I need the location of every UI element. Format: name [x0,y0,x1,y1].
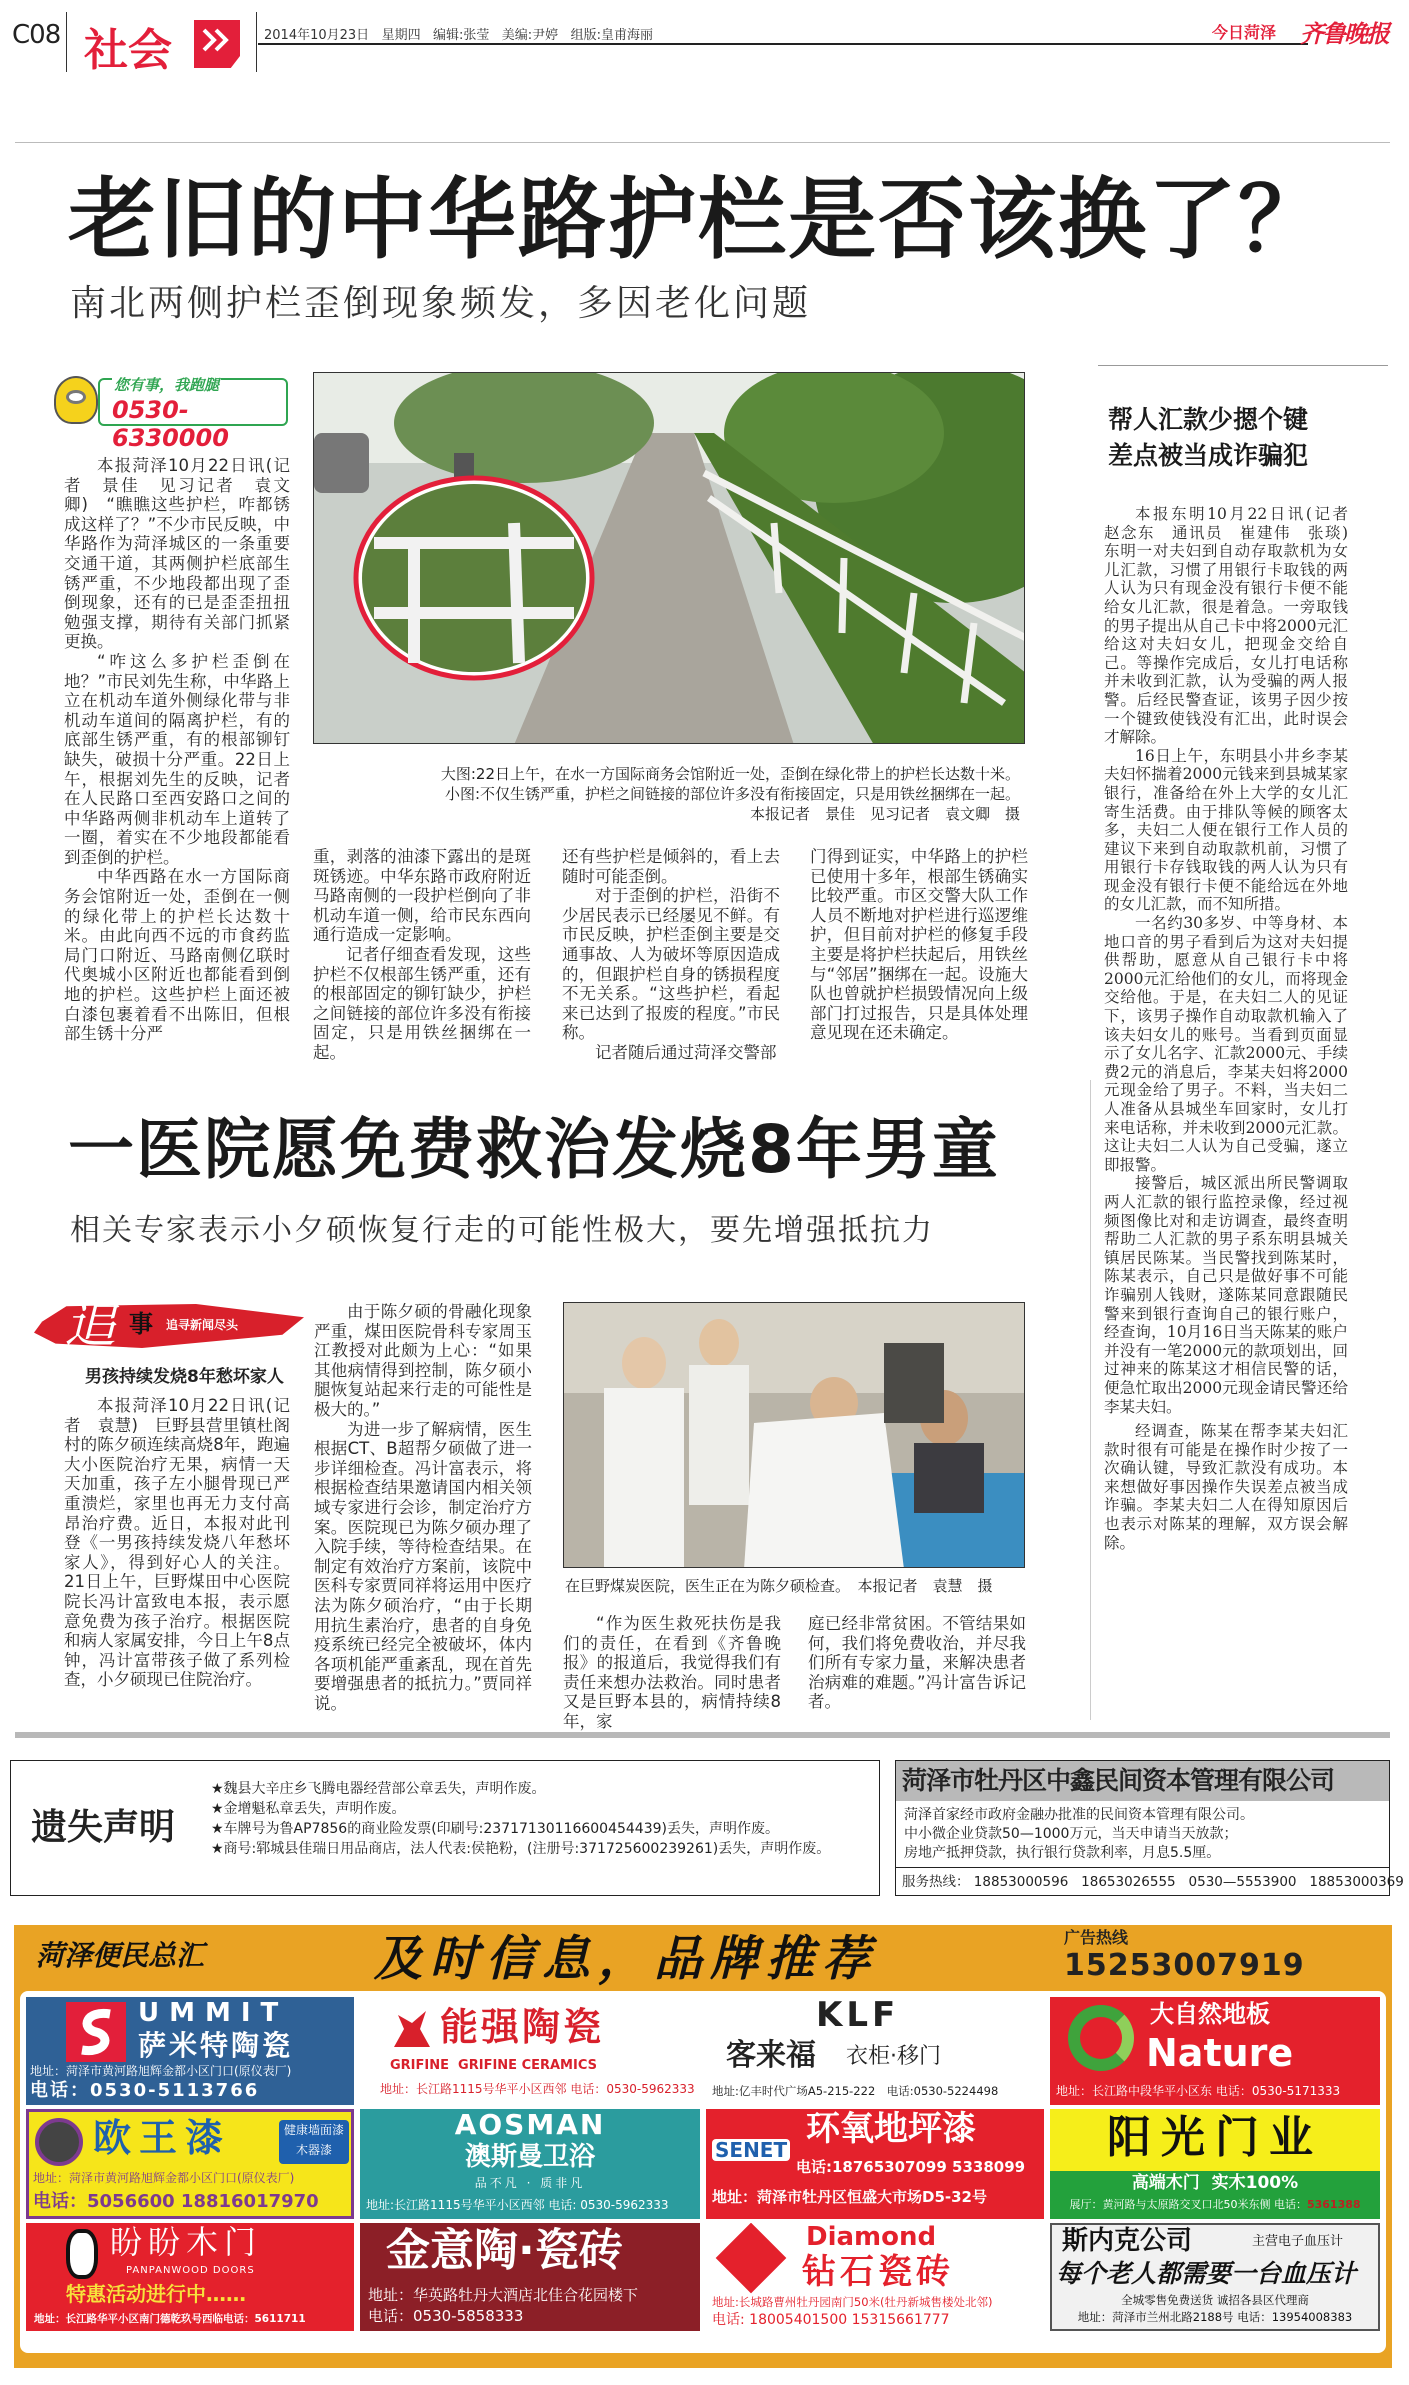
ad-address: 地址:亿丰时代广场A5-215-222 电话:0530-5224498 [712,2084,999,2098]
brand-name: 澳斯曼卫浴 [464,2142,595,2172]
column-divider [1090,1080,1091,1720]
notice-item: ★金增魁私章丢失，声明作废。 [211,1801,406,1817]
caption-credit: 本报记者 景佳 见习记者 袁文卿 摄 [749,805,1020,823]
brand-name: 钻石瓷砖 [802,2252,954,2292]
hotline-label: 服务热线： [902,1874,970,1890]
paragraph: “咋这么多护栏歪倒在地？”市民刘先生称，中华路上立在机动车道外侧绿化带与非机动车道间的隔离护栏，有的底部生锈严重，有的根部铆钉缺失，破损十分严重。22日上午，根据刘先生的反映，记者在人民路口至西安路口之间的中华路两侧非机动车上道转了一圈，着实在不少地段都能看到歪倒的护栏。 [64,651,290,867]
headline-guardrail: 老旧的中华路护栏是否该换了？ [68,168,1329,271]
paragraph: 记者随后通过菏泽交警部 [595,1042,777,1062]
brand-en: AOSMAN [454,2109,606,2141]
ad-aosman [360,2109,700,2219]
finance-ad [895,1760,1404,1896]
ad-address: 地址：菏泽市黄河路旭辉金都小区门口(原仪表厂) [33,2171,295,2185]
guardrail-photo [313,372,1025,744]
ad-address: 地址:长城路曹州牡丹园南门50米(牡丹新城售楼处北邻) [712,2295,993,2309]
brand-name: 萨米特陶瓷 [138,2029,294,2062]
paragraph: 本报东明10月22日讯(记者 赵念东 通讯员 崔建伟 张琰) 东明一对夫妇到自动存取款机为女儿汇款，习惯了用银行卡取钱的两人认为只有现金没有银行卡便不能给女儿汇款，很是着急。一旁取钱的男子提出从自己卡中将2000元汇给这对夫妇女儿，把现金交给自己。等操作完成后，女儿打电话称并未收到汇款，认为受骗的两人报警。后经民警查证，该男子因少按一个键致使钱没有汇出，此时误会才解除。 [1104,505,1364,747]
paragraph: 重，剥落的油漆下露出的是斑斑锈迹。中华东路市政府附近马路南侧的一段护栏倒向了非机动车道一侧，给市民东西向通行造成一定影响。 [313,847,531,945]
finance-ad-title: 菏泽市牡丹区中鑫民间资本管理有限公司 [896,1761,1389,1801]
hotline-number: 18653026555 [1081,1874,1176,1890]
banner-tagline: 追寻新闻尽头 [166,1318,239,1332]
headline-line: 帮人汇款少摁个键 [1108,405,1309,434]
ad-address: 展厅：黄河路与太原路交叉口北50米东侧 电话： [1069,2198,1307,2211]
paragraph: 为进一步了解病情，医生根据CT、B超帮夕硕做了进一步详细检查。冯计富表示，将根据检查结果邀请国内相关领域专家进行会诊，制定治疗方案。医院现已为陈夕硕办理了入院手续，等待检查结果。在制定有效治疗方案前，该院中医科专家贾同祥将运用中医疗法为陈夕硕治疗，“由于长期用抗生素治疗，患者的自身免疫系统已经完全被破坏，体内各项机能严重紊乱，现在首先要增强患者的抵抗力。”贾同祥说。 [314,1419,532,1713]
brand-en: KLF [816,1997,900,2035]
ad-nature [1050,1997,1380,2105]
ad-ouwang [26,2109,354,2219]
ads-banner-left: 菏泽便民总汇 [36,1939,205,1972]
paragraph: 记者仔细查看发现，这些护栏不仅根部生锈严重，还有的根部固定的铆钉缺少，护栏之间链接的部位许多没有衔接固定，只是用铁丝捆绑在一起。 [313,944,531,1062]
photo-caption: 在巨野煤炭医院，医生正在为陈夕硕检查。 本报记者 袁慧 摄 [565,1577,993,1595]
ads-banner-main: 及时信息，品牌推荐 [374,1931,879,1987]
ad-phone: 电话：0530-5858333 [368,2307,524,2325]
ad-diamond [706,2223,1044,2331]
section-chevron-icon [194,20,240,68]
ad-jinyitao [360,2223,700,2331]
hotline-number: 0530-6330000 [112,396,229,452]
brand-name: 盼盼木门 [110,2223,263,2261]
article-column [808,1614,1026,1712]
paragraph: “作为医生救死扶伤是我们的责任，在看到《齐鲁晚报》的报道后，我觉得我们有责任来想办法救治。同时患者又是巨野本县的，病情持续8年，家 [563,1614,781,1731]
brand-en: PANPANWOOD DOORS [126,2265,255,2276]
brand-name: 能强陶瓷 [440,2005,605,2049]
article-column [562,847,780,1063]
article-column [64,1396,290,1690]
article-column [313,847,531,1063]
nature-logo-icon [1068,2005,1134,2071]
section-separator [15,1732,1390,1738]
ad-address: 地址：长江路中段华平小区东 电话：0530-5171333 [1056,2084,1341,2098]
ads-hotline: 15253007919 [1064,1948,1305,1983]
brand-en: Nature [1146,2031,1294,2075]
paragraph: 门得到证实，中华路上的护栏已使用十多年，根部生锈确实比较严重。市区交警大队工作人员不断地对护栏进行巡逻维护，但目前对护栏的修复手段主要是将护栏扶起后，用铁丝与“邻居”捆绑在一起。设施大队也曾就护栏损毁情况向上级部门打过报告，只是具体处理意见现在还未确定。 [810,847,1028,1043]
ad-sineike [1050,2223,1380,2331]
caption-line: 大图:22日上午，在水一方国际商务会馆附近一处，歪倒在绿化带上的护栏长达数十米。 [440,765,1020,783]
griffin-logo-icon [390,2009,434,2049]
newspaper-logo: 齐鲁晚报 [1300,19,1388,48]
lost-notice-list [211,1779,871,1859]
ad-line: 全城零售免费送货 诚招各县区代理商 [1121,2293,1309,2307]
ad-address: 地址：长江路1115号华平小区西邻 电话：0530-5962333 [380,2082,695,2096]
paragraph: 16日上午，东明县小井乡李某夫妇怀揣着2000元钱来到县城某家银行，准备给在外上大学的女儿汇寄生活费。由于排队等候的顾客太多，夫妇二人便在银行工作人员的建议下来到自动取款机前，习惯了用银行卡存钱取钱的两人认为只有现金没有银行卡便不能给远在外地的女儿汇款，而不知所措。 [1104,746,1348,914]
follow-up-banner [34,1296,304,1360]
paragraph: 本报菏泽10月22日讯(记者 袁慧) 巨野县营里镇杜阁村的陈夕硕连续高烧8年，跑遍大小医院治疗无果，病情一天天加重，孩子左小腿骨现已严重溃烂，家里也再无力支付高昂治疗费。近日，本报对此刊登《一男孩持续发烧八年愁坏家人》，得到好心人的关注。21日上午，巨野煤田中心医院院长冯计富致电本报，表示愿意免费为孩子治疗。根据医院和病人家属安排，今日上午8点钟，冯计富带孩子做了系列检查，小夕硕现已住院治疗。 [64,1396,290,1690]
paragraph: 庭已经非常贫困。不管结果如何，我们将免费收治，并尽我们所有专家力量，来解决患者治病难的难题。”冯计富告诉记者。 [808,1614,1026,1712]
hotline-number: 18853000369 [1309,1874,1404,1890]
brand-name: 欧王漆 [93,2116,232,2160]
article-column [1104,505,1364,1552]
notice-item: ★商号:郓城县佳瑞日用品商店，法人代表:侯艳粉，(注册号:371725600239261)丢失，声明作废。 [211,1841,831,1857]
ad-klf [706,1997,1044,2105]
summit-logo-icon [66,2002,126,2062]
ad-address: 地址：菏泽市牡丹区恒盛大市场D5-32号 [712,2188,987,2206]
brand-name: 客来福 [726,2038,816,2073]
ad-address: 地址：长江路华平小区南门德乾玖号西临电话：5611711 [34,2313,306,2325]
paragraph: 由于陈夕硕的骨融化现象严重，煤田医院骨科专家周玉江教授对此颇为上心：“如果其他病情得到控制，陈夕硕小腿恢复站起来行走的可能性是极大的。” [314,1302,532,1419]
senet-logo: SENET [712,2139,790,2161]
ad-tag: 木器漆 [295,2143,332,2157]
finance-ad-line: 菏泽首家经市政府金融办批准的民间资本管理有限公司。 [904,1807,1254,1823]
brand-name: 环氧地坪漆 [806,2109,976,2149]
top-rule [15,142,1390,143]
finance-hotlines [896,1867,1404,1895]
ad-tag: 健康墙面漆 [283,2123,344,2137]
lost-notice-box [10,1760,880,1896]
region-label: 今日菏泽 [1212,23,1277,42]
article-column [64,456,290,1044]
ad-address: 地址：菏泽市兰州北路2188号 电话：13954008383 [1077,2310,1353,2324]
ad-phone: 电话：0530-5113766 [30,2080,260,2101]
ads-hotline-label: 广告热线 [1064,1928,1129,1947]
ad-senet [706,2109,1044,2219]
banner-word: 事 [129,1310,153,1338]
brand-name: 斯内克公司 [1062,2226,1193,2256]
ad-summit [26,1997,354,2105]
ouwang-logo-icon [35,2118,83,2166]
issue-info [264,24,653,43]
brand-en: UMMIT [138,1998,289,2028]
ad-promo: 特惠活动进行中…… [66,2282,246,2306]
art-editor: 美编:尹婷 [501,28,559,43]
ad-tag: 主营电子血压计 [1252,2234,1344,2249]
headline-line: 差点被当成诈骗犯 [1108,441,1309,470]
paragraph: 本报菏泽10月22日讯(记者 景佳 见习记者 袁文卿) “瞧瞧这些护栏，咋都锈成这样了？”不少市民反映，中华路作为菏泽城区的一条重要交通干道，其两侧护栏底部生锈严重，不少地段都出现了歪倒现象，还有的已是歪歪扭扭勉强支撑，期待有关部门抓紧更换。 [64,456,290,652]
paragraph: 对于歪倒的护栏，沿街不少居民表示已经屡见不鲜。有市民反映，护栏歪倒主要是交通事故、人为破坏等原因造成的，但跟护栏自身的锈损程度不无关系。“这些护栏，看起来已达到了报废的程度。”市民称。 [562,886,780,1043]
ad-address: 地址：菏泽市黄河路旭辉金都小区门口(原仪表厂) [30,2064,292,2078]
paragraph: 中华西路在水一方国际商务会馆附近一处，歪倒在一侧的绿化带上的护栏长达数十米。由此向西不远的市食药监局门口附近、马路南侧亿联时代奥城小区附近也都能看到倒地的护栏。这些护栏上面还被白漆包裹着看不出陈旧，但根部生锈十分严 [64,867,290,1044]
article-column [810,847,1028,1043]
issue-date: 2014年10月23日 [264,28,370,43]
section-name: 社会 [84,25,172,76]
divider [1098,365,1388,366]
mascot-icon [54,376,98,424]
finance-ad-line: 中小微企业贷款50—1000万元，当天申请当天放款； [904,1826,1238,1842]
notice-item: ★魏县大辛庄乡飞腾电器经营部公章丢失，声明作废。 [211,1781,546,1797]
hotline-slogan: 您有事，我跑腿 [114,376,220,394]
article-subhead: 男孩持续发烧8年愁坏家人 [85,1367,284,1387]
ad-phone: 电话：5056600 18816017970 [33,2191,319,2212]
caption-line: 小图:不仅生锈严重，护栏之间链接的部位许多没有衔接固定，只是用铁丝捆绑在一起。 [444,785,1020,803]
notice-item: ★车牌号为鲁AP7856的商业险发票(印刷号:23717130116600454439)丢失，声明作废。 [211,1821,779,1837]
ad-slogan: 高端木门 实木100% [1131,2173,1299,2193]
ad-slogan: 品不凡 · 质非凡 [474,2176,586,2190]
subheadline-hospital: 相关专家表示小夕硕恢复行走的可能性极大，要先增强抵抗力 [70,1213,934,1248]
issue-weekday: 星期四 [381,28,421,43]
ad-phone: 电话: 18005401500 15315661777 [712,2312,950,2328]
hospital-photo [563,1302,1025,1568]
ad-phone: 电话:18765307099 5338099 [796,2158,1026,2176]
lost-notice-title: 遗失声明 [31,1807,176,1848]
paragraph: 还有些护栏是倾斜的，看上去随时可能歪倒。 [562,847,780,886]
brand-name: 金意陶·瓷砖 [386,2225,623,2276]
panda-icon [66,2229,98,2279]
photo-caption [320,764,1020,824]
hotline-number: 0530—5553900 [1188,1874,1297,1890]
article-column [314,1302,532,1713]
paragraph: 一名约30多岁、中等身材、本地口音的男子看到后为这对夫妇提供帮助，愿意从自己银行卡中将2000元汇给他们的女儿，而将现金交给他。于是，在夫妇二人的见证下，该男子操作自动取款机输入了该夫妇女儿的账号。当看到页面显示了女儿名字、汇款2000元、手续费2元的消息后，李某夫妇将2000元现金给了男子。不料，当夫妇二人准备从县城坐车回家时，女儿打来电话称，并未收到2000元汇款。这让夫妇二人认为自己受骗，遂立即报警。 [1104,914,1348,1174]
paragraph: 经调查，陈某在帮李某夫妇汇款时很有可能是在操作时少按了一次确认键，导致汇款没有成功。本来想做好事因操作失误差点被当成诈骗。李某夫妇二人在得知原因后也表示对陈某的理解，双方误会解除。 [1104,1422,1348,1552]
page-number: C08 [12,20,61,50]
finance-ad-line: 房地产抵押贷款，执行银行贷款利率，月息5.5厘。 [904,1845,1221,1861]
ad-grifine [360,1997,700,2105]
hotline-badge [54,372,290,452]
subheadline-guardrail: 南北两侧护栏歪倒现象频发，多因老化问题 [70,283,812,324]
divider [66,12,67,72]
ad-slogan: 每个老人都需要一台血压计 [1056,2259,1357,2288]
headline-remittance [1108,402,1308,474]
banner-char: 追 [64,1295,117,1355]
layout-editor: 组版:皇甫海丽 [570,28,653,43]
hotline-number: 18853000596 [973,1874,1069,1890]
brand-name: 阳光门业 [1107,2112,1323,2163]
ad-address: 地址:长江路1115号华平小区西邻 电话: 0530-5962333 [366,2198,669,2212]
page-header [0,0,1409,80]
ad-phone: 5361388 [1306,2198,1361,2211]
ad-product: 衣柜·移门 [846,2044,941,2069]
brand-en: GRIFINE GRIFINE CERAMICS [390,2058,597,2073]
header-rule [258,43,1308,45]
ad-yangguang [1050,2109,1380,2219]
ad-address: 地址：华英路牡丹大酒店北佳合花园楼下 [368,2286,639,2304]
paragraph: 接警后，城区派出所民警调取两人汇款的银行监控录像，经过视频图像比对和走访调查，最终查明帮助二人汇款的男子系东明县城关镇居民陈某。当民警找到陈某时，陈某表示，自己只是做好事不可能诈骗别人钱财，遂陈某同意跟随民警来到银行查询自己的银行账户，经查询，10月16日当天陈某的账户并没有一笔2000元的款项划出，回过神来的陈某这才相信民警的话，便急忙取出2000元现金请民警还给李某夫妇。 [1104,1174,1348,1416]
ad-panpan [26,2223,354,2331]
classified-ads [14,1925,1392,2368]
divider [256,12,257,72]
brand-name: 大自然地板 [1150,2000,1270,2028]
editor: 编辑:张莹 [433,28,490,43]
headline-hospital: 一医院愿免费救治发烧8年男童 [68,1111,1000,1188]
brand-en: Diamond [806,2223,937,2252]
diamond-logo-icon [716,2223,787,2293]
article-column [563,1614,781,1732]
